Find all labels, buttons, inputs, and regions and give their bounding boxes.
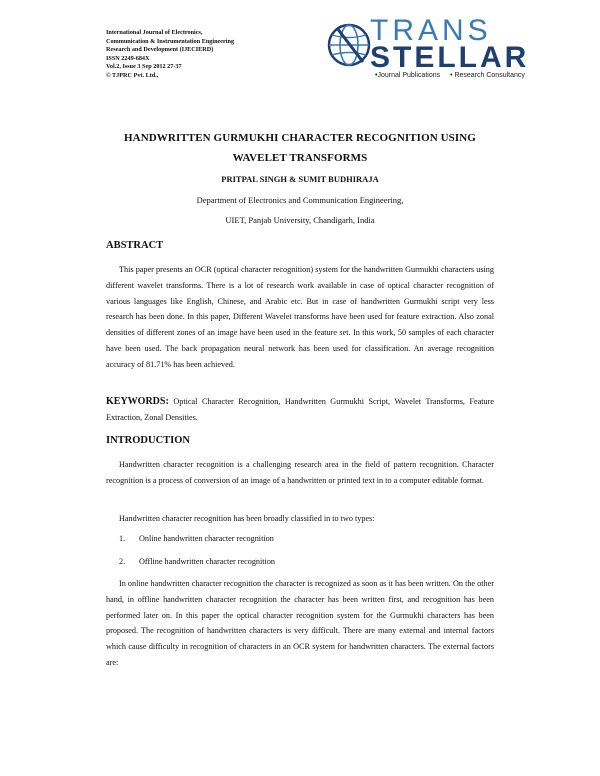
intro-paragraph: In online handwritten character recognition the character is recognized as soon as it has been written. On the other hand, in offline handwritten character recognition the character has been written first, and recognition has been performed later on. In this paper the optical character recognition system for the Gurmukhi characters has been proposed. The recognition of handwritten characters is very difficult. There are many external and internal factors which cause difficulty in recognition of characters in an OCR system for handwritten characters. The external factors are: [106, 579, 494, 667]
logo-tag-journal: •Journal Publications [375, 72, 441, 79]
abstract-text: This paper presents an OCR (optical character recognition) system for the handwritten Gurmukhi characters using different wavelet transforms. There is a lot of research work available in case of optical character recognition of various languages like English, Chinese, and Arabic etc. But in case of handwritten Gurmukhi script very less research has been done. In this paper, Different Wavelet transforms have been used for feature extraction. Also zonal densities of different zones of an image have been used in the feature set. In this work, 50 samples of each character have been used. The back propagation neural network has been used for classification. An average recognition accuracy of 81.71% has been achieved. [106, 265, 494, 369]
globe-icon [327, 20, 371, 70]
logo-tagline [375, 72, 533, 79]
journal-copyright: © TJPRC Pvt. Ltd., [106, 71, 159, 79]
journal-line: International Journal of Electronics, [106, 29, 203, 36]
intro-paragraph: Handwritten character recognition has been broadly classified in to two types: [119, 514, 375, 523]
list-text: Online handwritten character recognition [139, 534, 274, 543]
publisher-logo [327, 14, 530, 84]
logo-stellar-text: STELLAR [370, 41, 530, 74]
list-number: 2. [119, 557, 126, 566]
journal-issn: ISSN 2249-684X [106, 54, 150, 62]
logo-trans-text: TRANS [370, 14, 492, 47]
affiliation-line: Department of Electronics and Communication Engineering, [196, 195, 404, 205]
journal-line: Research and Development (IJECIERD) [106, 46, 214, 54]
list-item [119, 557, 275, 566]
affiliation-line: UIET, Panjab University, Chandigarh, India [225, 215, 375, 225]
logo-tag-research: • Research Consultancy [450, 72, 525, 79]
list-text: Offline handwritten character recognition [139, 557, 276, 566]
introduction-heading: INTRODUCTION [106, 435, 191, 446]
keywords-label: KEYWORDS: [106, 396, 169, 407]
keywords-block [106, 394, 494, 426]
journal-info [106, 29, 234, 81]
intro-paragraph: Handwritten character recognition is a challenging research area in the field of pattern recognition. Character recognition is a process of conversion of an image of a handwritten or printed text in to a computer editable format. [106, 460, 494, 485]
keywords-text: Optical Character Recognition, Handwritten Gurmukhi Script, Wavelet Transforms, Feature Extraction, Zonal Densities. [106, 397, 495, 422]
list-number: 1. [119, 534, 126, 543]
title-line: WAVELET TRANSFORMS [232, 152, 368, 164]
title-line: HANDWRITTEN GURMUKHI CHARACTER RECOGNITION USING [124, 132, 476, 144]
abstract-heading: ABSTRACT [106, 240, 164, 251]
journal-line: Communication & Instrumentation Engineering [106, 37, 235, 45]
list-item [119, 534, 274, 543]
journal-volume: Vol.2, Issue 3 Sep 2012 27-37 [106, 63, 182, 71]
paper-authors: PRITPAL SINGH & SUMIT BUDHIRAJA [221, 174, 379, 184]
paper-title [0, 128, 600, 168]
author-affiliation [0, 190, 600, 230]
